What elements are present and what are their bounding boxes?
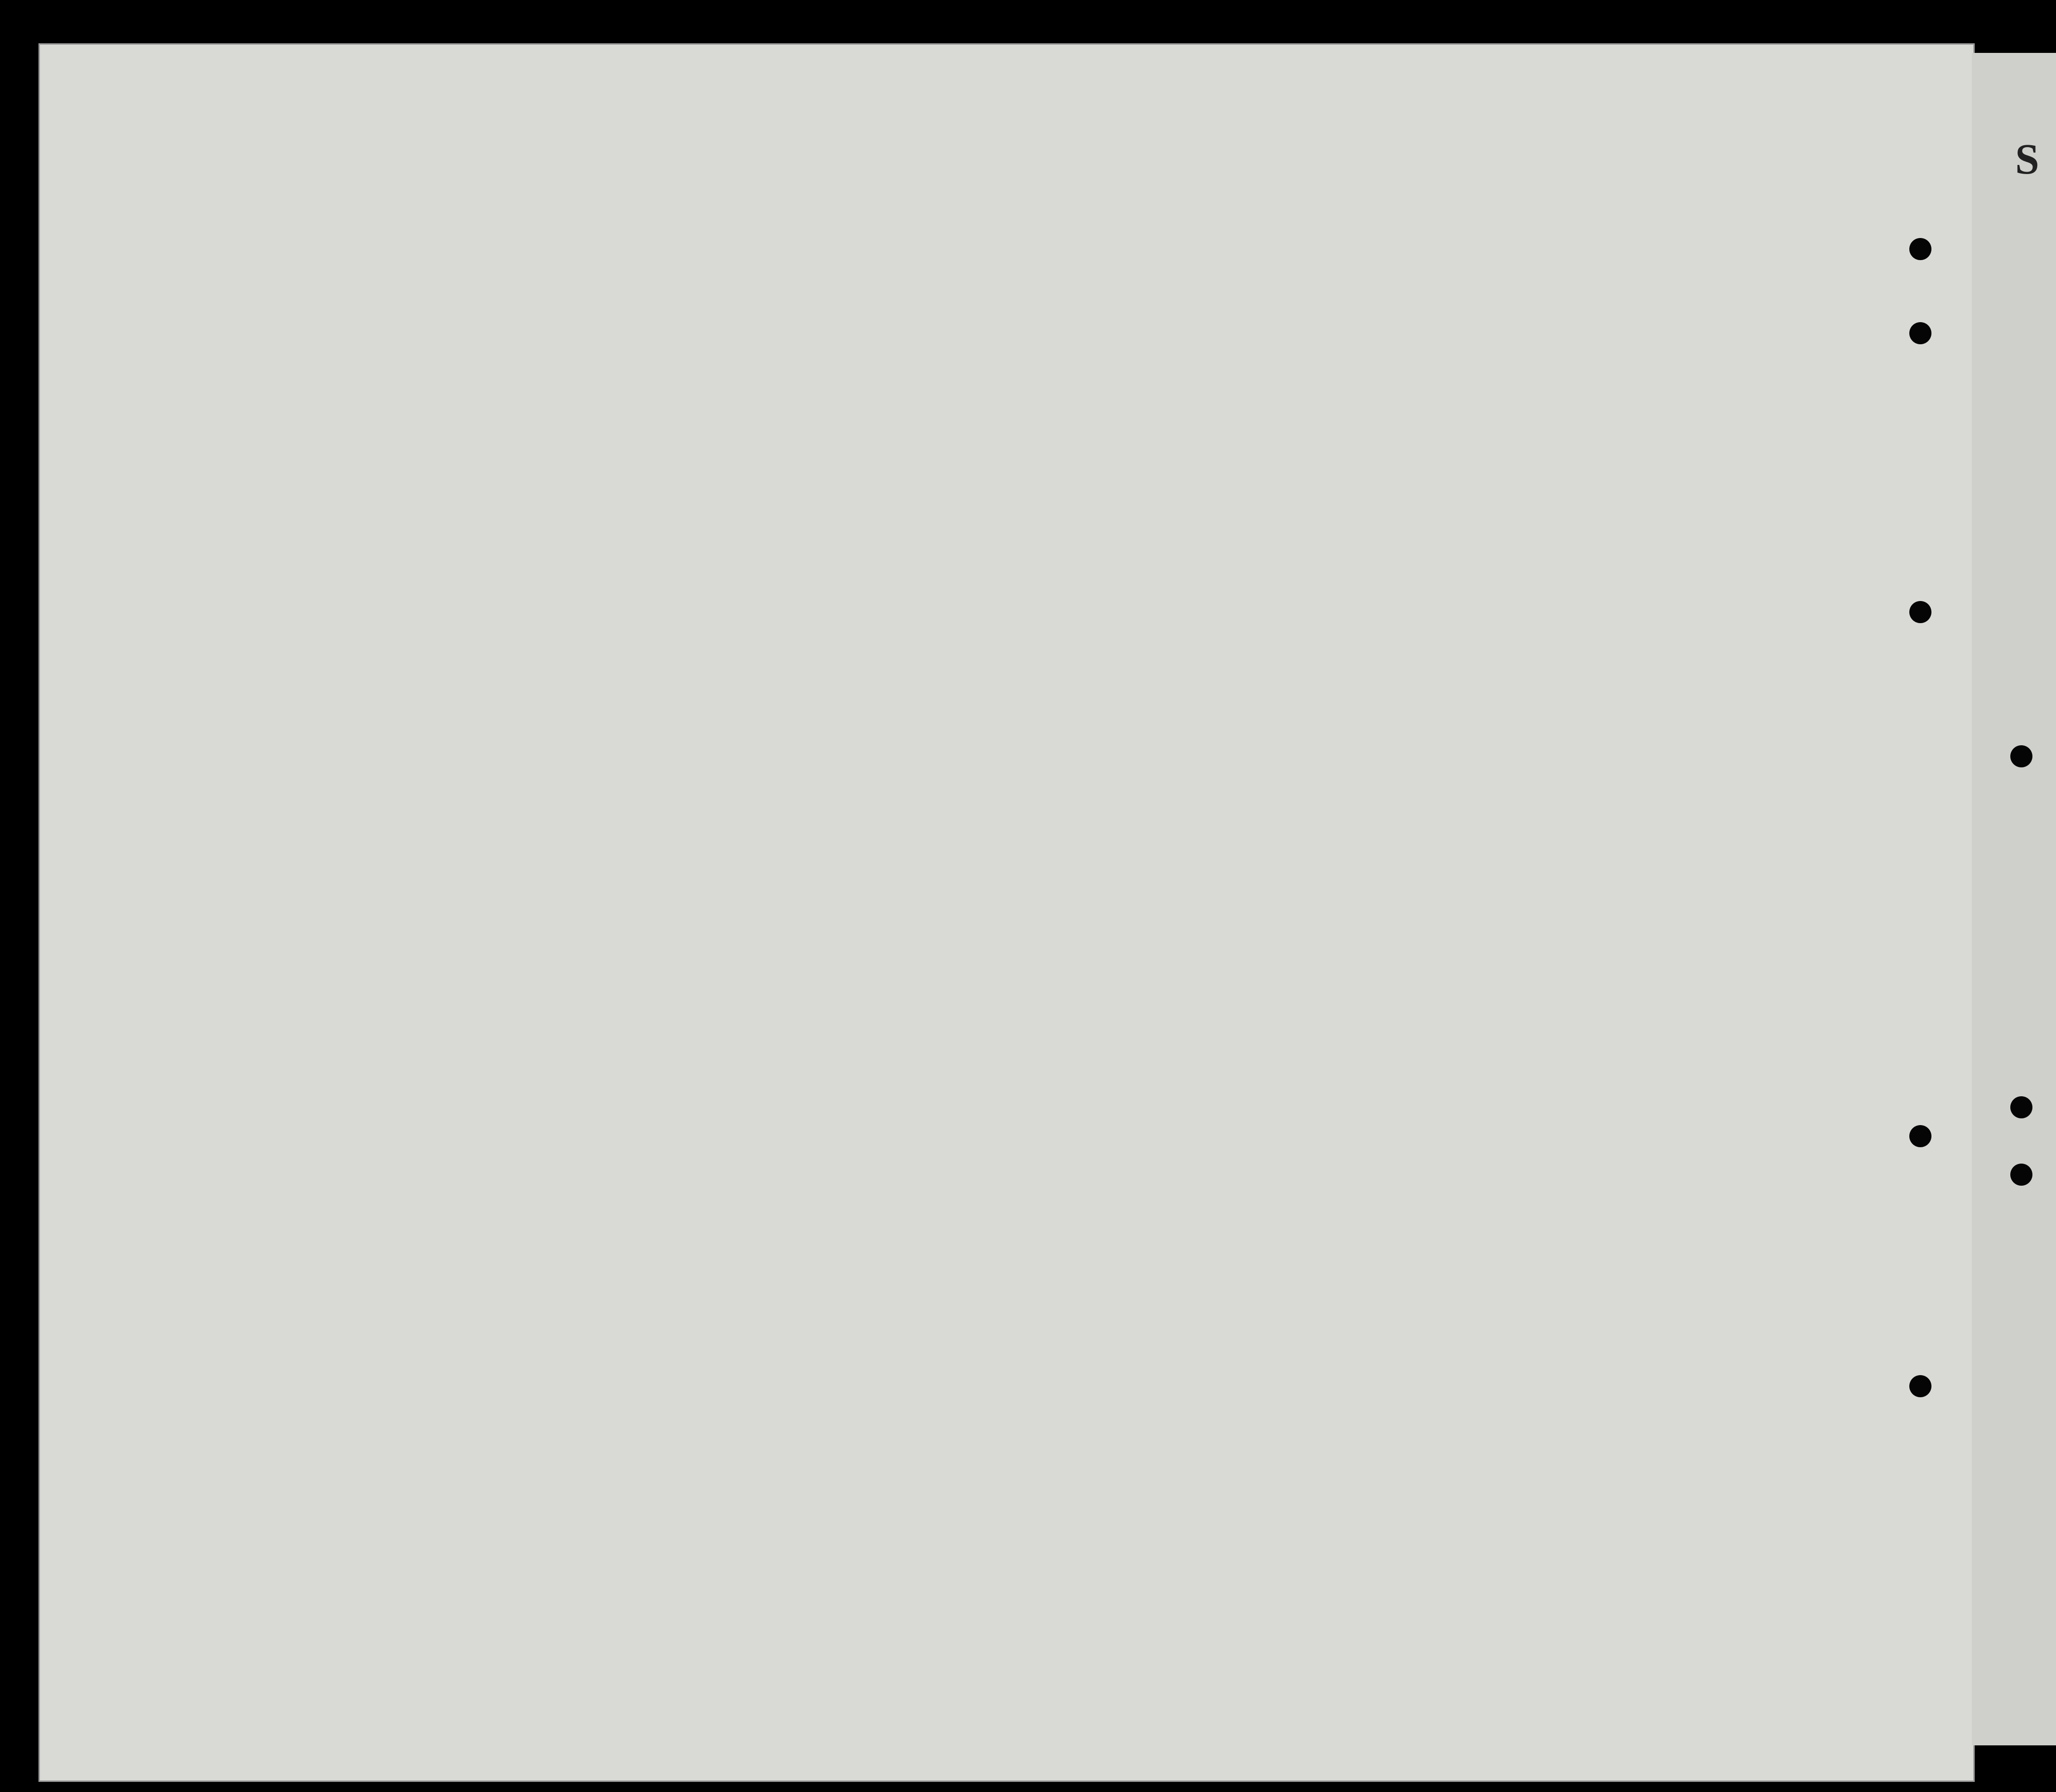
- binder-hole: [1909, 1125, 1931, 1147]
- binder-hole: [2010, 1164, 2032, 1186]
- binder-hole: [2010, 1096, 2032, 1118]
- binder-hole: [1909, 1375, 1931, 1397]
- binder-hole: [1909, 238, 1931, 260]
- binder-hole: [1909, 322, 1931, 344]
- binder-hole: [1909, 601, 1931, 623]
- binder-hole: [2010, 745, 2032, 767]
- adjacent-sheet-letter: S: [2015, 136, 2040, 183]
